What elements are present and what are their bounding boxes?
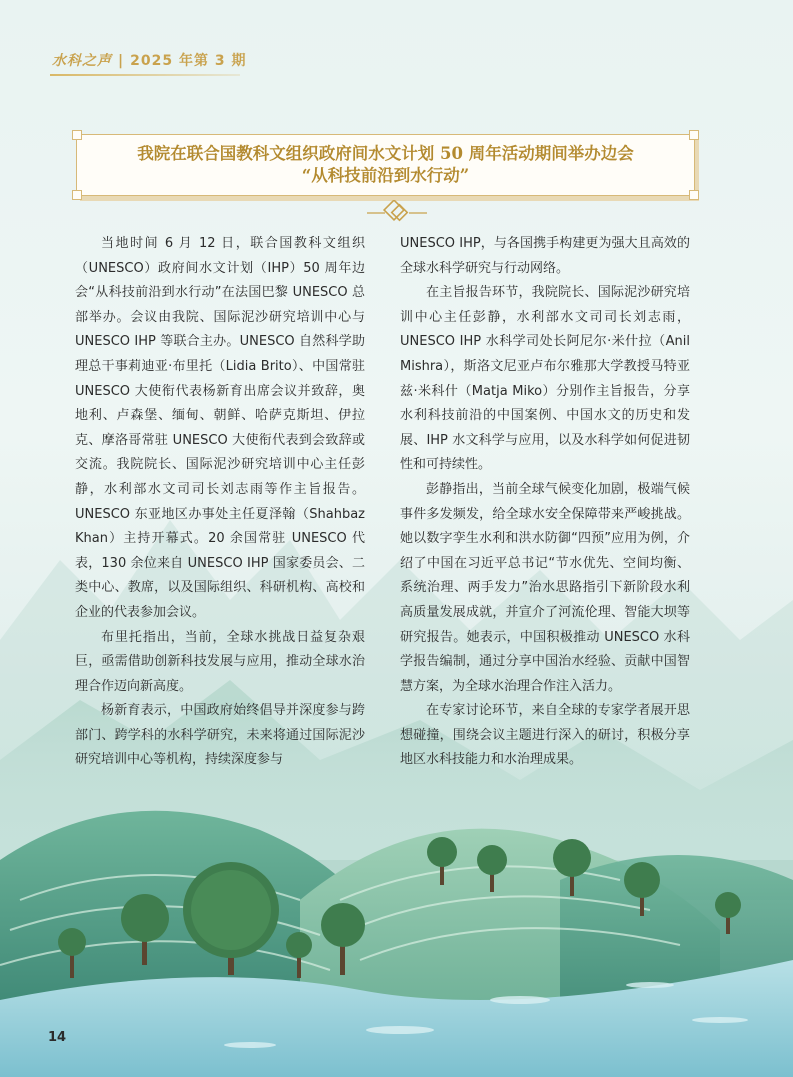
paragraph-continuation: UNESCO IHP，与各国携手构建更为强大且高效的全球水科学研究与行动网络。 — [400, 236, 690, 276]
diamond-ornament-icon — [367, 200, 427, 226]
paragraph: 杨新育表示，中国政府始终倡导并深度参与跨部门、跨学科的水科学研究，未来将通过国际泥沙研究培训中心等机构，持续深度参与 — [75, 703, 365, 768]
article-subtitle: “从科技前沿到水行动” — [301, 166, 470, 185]
article-title: 我院在联合国教科文组织政府间水文计划 50 周年活动期间举办边会 — [137, 144, 634, 163]
paragraph: 彭静指出，当前全球气候变化加剧，极端气候事件多发频发，给全球水安全保障带来严峻挑战。她以数字孪生水利和洪水防御“四预”应用为例，介绍了中国在习近平总书记“节水优先、空间均衡、系统治理、两手发力”治水思路指引下新阶段水利高质量发展成就，并宣介了河流伦理、智能大坝等研究报告。她表示，中国积极推动 UNESCO 水科学报告编制，通过分享中国治水经验、贡献中国智慧方案，为全球水治理合作注入活力。 — [400, 481, 690, 694]
right-column — [400, 232, 690, 773]
left-column — [75, 232, 365, 773]
title-corner-ornament — [689, 130, 699, 140]
header-separator: | — [118, 53, 125, 69]
paragraph: 在专家讨论环节，来自全球的专家学者展开思想碰撞，围绕会议主题进行深入的研讨，积极分享地区水科技能力和水治理成果。 — [400, 703, 690, 768]
page-number: 14 — [48, 1030, 67, 1045]
paragraph: 布里托指出，当前，全球水挑战日益复杂艰巨，亟需借助创新科技发展与应用，推动全球水治理合作迈向新高度。 — [75, 629, 365, 694]
header-rule — [50, 74, 240, 76]
paragraph: 在主旨报告环节，我院院长、国际泥沙研究培训中心主任彭静，水利部水文司司长刘志雨，UNESCO IHP 水科学司处长阿尼尔·米什拉（Anil Mishra），斯洛文尼亚卢布尔雅那大学教授马特亚兹·米科什（Matja Miko）分别作主旨报告，分享水利科技前沿的中国案例、中国水文的历史和发展、IHP 水文科学与应用，以及水科学如何促进韧性和可持续性。 — [400, 285, 690, 473]
journal-name: 水科之声 — [52, 53, 112, 69]
article-title-box — [76, 134, 695, 196]
running-header — [52, 50, 246, 70]
title-corner-ornament — [689, 190, 699, 200]
title-corner-ornament — [72, 190, 82, 200]
title-corner-ornament — [72, 130, 82, 140]
issue-label: 2025 年第 3 期 — [130, 53, 247, 69]
paragraph: 当地时间 6 月 12 日，联合国教科文组织（UNESCO）政府间水文计划（IHP）50 周年边会“从科技前沿到水行动”在法国巴黎 UNESCO 总部举办。会议由我院、国际泥沙研究培训中心与 UNESCO IHP 等联合主办。UNESCO 自然科学助理总干事莉迪亚·布里托（Lidia Brito）、中国常驻 UNESCO 大使衔代表杨新育出席会议并致辞，奥地利、卢森堡、缅甸、朝鲜、哈萨克斯坦、伊拉克、摩洛哥常驻 UNESCO 大使衔代表到会致辞或交流。我院院长、国际泥沙研究培训中心主任彭静，水利部水文司司长刘志雨等作主旨报告。UNESCO 东亚地区办事处主任夏泽翰（Shahbaz Khan）主持开幕式。20 余国常驻 UNESCO 代表，130 余位来自 UNESCO IHP 国家委员会、二类中心、教席，以及国际组织、科研机构、高校和企业的代表参加会议。 — [75, 236, 365, 620]
